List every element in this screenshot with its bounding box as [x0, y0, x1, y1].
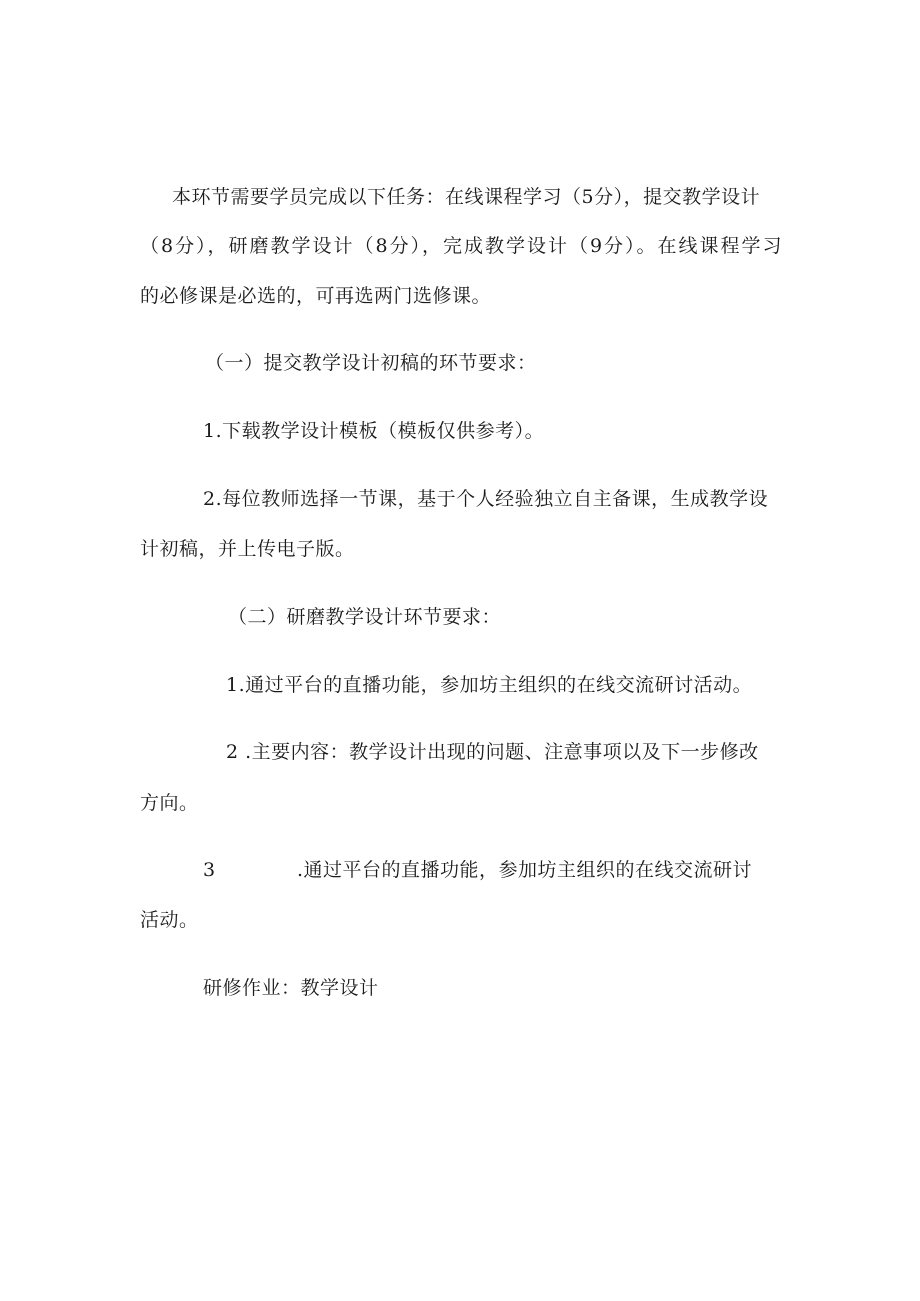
intro-line-2: （8分），研磨教学设计（8分），完成教学设计（9分）。在线课程学习: [140, 235, 782, 257]
section-2-item-2-line-1: 2 .主要内容：教学设计出现的问题、注意事项以及下一步修改: [226, 741, 759, 763]
section-2-heading: （二）研磨教学设计环节要求：: [228, 606, 502, 628]
section-2-item-3-number: 3: [203, 859, 216, 881]
intro-line-1: 本环节需要学员完成以下任务：在线课程学习（5分），提交教学设计: [172, 186, 761, 208]
section-1-heading: （一）提交教学设计初稿的环节要求：: [205, 352, 537, 374]
section-2-item-2-line-2: 方向。: [140, 792, 199, 814]
section-2-item-3-line-1: .通过平台的直播功能，参加坊主组织的在线交流研讨: [297, 859, 753, 881]
section-1-item-1: 1.下载教学设计模板（模板仅供参考）。: [203, 420, 545, 442]
section-1-item-2-line-2: 计初稿，并上传电子版。: [140, 538, 355, 560]
section-2-item-1: 1.通过平台的直播功能，参加坊主组织的在线交流研讨活动。: [226, 674, 753, 696]
intro-line-3: 的必修课是必选的，可再选两门选修课。: [140, 285, 492, 307]
homework-line: 研修作业：教学设计: [203, 977, 379, 999]
section-1-item-2-line-1: 2.每位教师选择一节课，基于个人经验独立自主备课，生成教学设: [203, 488, 769, 510]
section-2-item-3-line-2: 活动。: [140, 909, 199, 931]
